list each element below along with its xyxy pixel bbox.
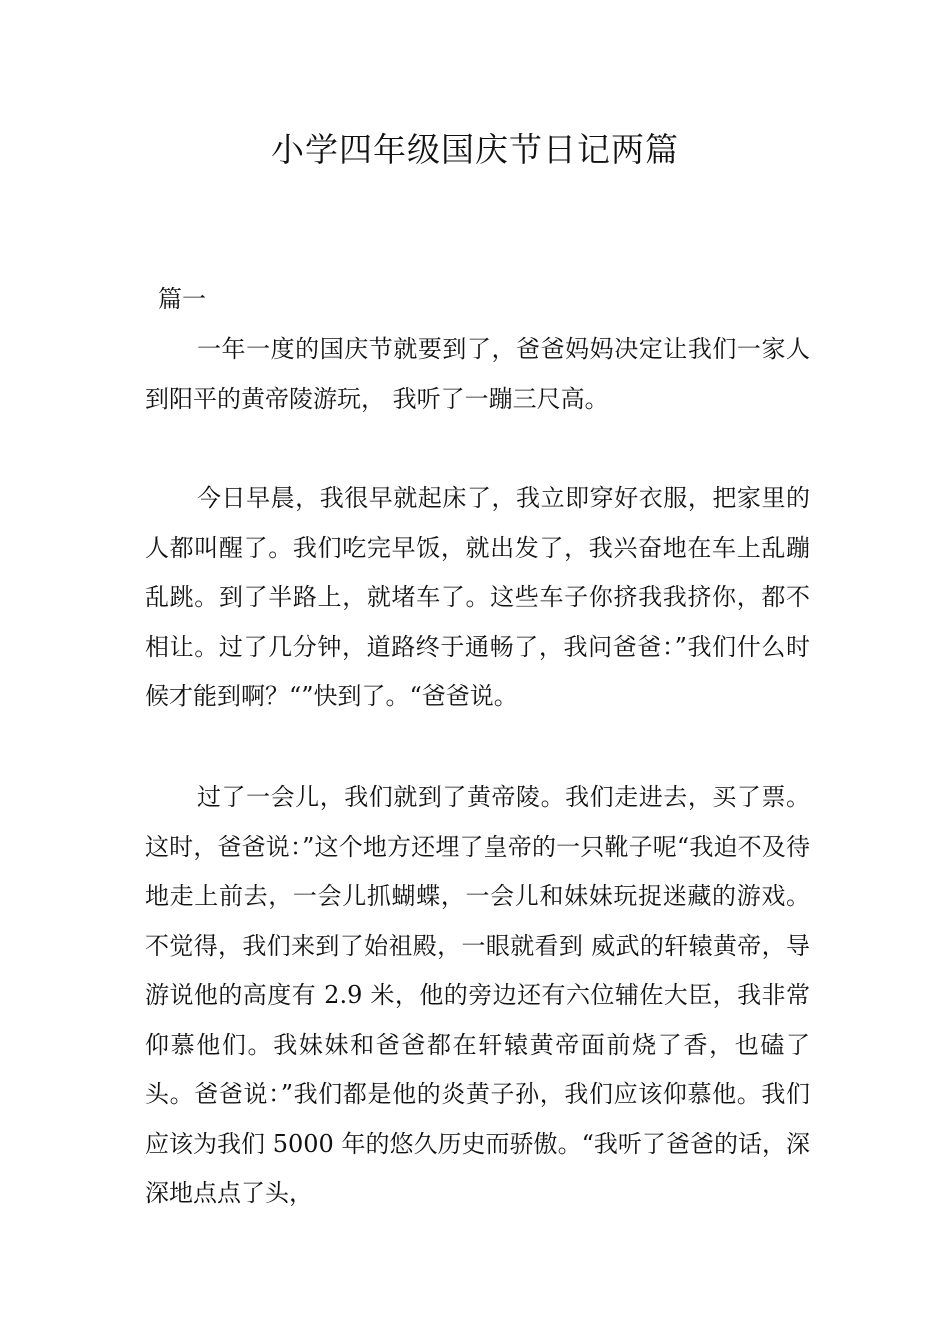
paragraph-1: 一年一度的国庆节就要到了，爸爸妈妈决定让我们一家人到阳平的黄帝陵游玩， 我听了一蹦三尺高。 <box>145 335 810 413</box>
section-label: 篇一 <box>158 285 206 313</box>
paragraph-2: 今日早晨，我很早就起床了，我立即穿好衣服，把家里的人都叫醒了。我们吃完早饭，就出发了，我兴奋地在车上乱蹦乱跳。到了半路上，就堵车了。这些车子你挤我我挤你，都不相让。过了几分钟，道路终于通畅了，我问爸爸：”我们什么时候才能到啊？“”快到了。“爸爸说。 <box>145 484 810 710</box>
document-title: 小学四年级国庆节日记两篇 <box>271 130 679 169</box>
paragraph-3: 过了一会儿，我们就到了黄帝陵。我们走进去，买了票。这时，爸爸说：”这个地方还埋了皇帝的一只靴子呢“我迫不及待地走上前去，一会儿抓蝴蝶，一会儿和妹妹玩捉迷藏的游戏。不觉得，我们来到了始祖殿，一眼就看到 威武的轩辕黄帝，导游说他的高度有 2.9 米，他的旁边还有六位辅佐大臣，我非常仰慕他们。我妹妹和爸爸都在轩辕黄帝面前烧了香，也磕了头。爸爸说：”我们都是他的炎黄子孙，我们应该仰慕他。我们应该为我们 5000 年的悠久历史而骄傲。“我听了爸爸的话，深深地点点了头， <box>145 783 810 1207</box>
